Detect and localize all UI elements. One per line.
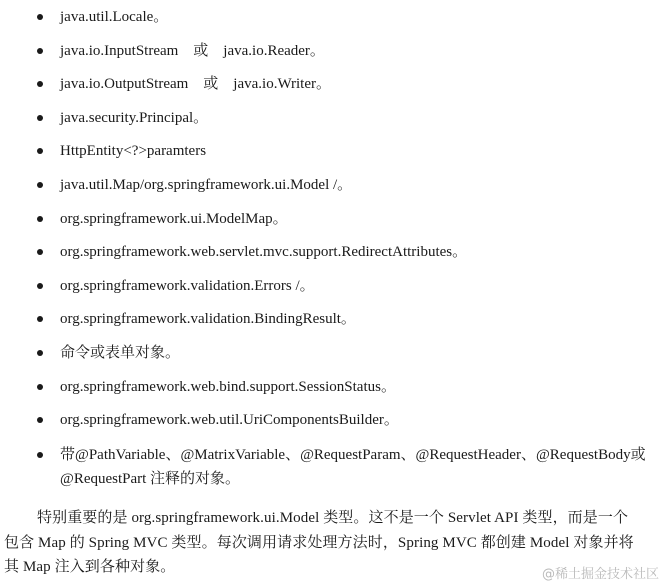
list-item-text: java.util.Locale。 xyxy=(60,9,169,25)
bullet-icon xyxy=(37,283,43,289)
list-item-text: org.springframework.ui.ModelMap。 xyxy=(60,210,288,227)
list-item xyxy=(0,241,667,275)
bullet-icon xyxy=(37,417,43,423)
list-item xyxy=(0,174,667,208)
list-item-text: org.springframework.web.bind.support.SessionStatus。 xyxy=(60,378,396,395)
list-item-text: java.security.Principal。 xyxy=(60,109,209,126)
list-item-text: org.springframework.web.servlet.mvc.support.RedirectAttributes。 xyxy=(60,244,468,261)
list-item xyxy=(0,40,667,74)
list-item-text: org.springframework.validation.BindingResult。 xyxy=(60,311,356,328)
list-item-text: org.springframework.validation.Errors /。 xyxy=(60,277,315,294)
bullet-icon xyxy=(37,148,43,154)
list-item xyxy=(0,275,667,309)
bullet-icon xyxy=(37,316,43,322)
bullet-icon xyxy=(37,384,43,390)
list-item-text: HttpEntity<?>paramters xyxy=(60,143,207,160)
list-item xyxy=(0,73,667,107)
bullet-icon xyxy=(37,216,43,222)
bullet-icon xyxy=(37,48,43,54)
bullet-icon xyxy=(37,350,43,356)
list-item xyxy=(0,6,667,40)
bullet-icon xyxy=(37,452,43,458)
list-item xyxy=(0,107,667,141)
argument-type-list xyxy=(0,6,667,491)
list-item xyxy=(0,409,667,443)
list-item-text: java.io.OutputStream 或 java.io.Writer。 xyxy=(60,76,331,93)
bullet-icon xyxy=(37,115,43,121)
body-paragraph: 特别重要的是 org.springframework.ui.Model 类型。这不是一个 Servlet API 类型，而是一个包含 Map 的 Spring MVC 类型。每次调用请求处理方法时，Spring MVC 都创建 Model 对象并将其 Map 注入到各种对象。 xyxy=(4,510,634,575)
bullet-icon xyxy=(37,14,43,20)
list-item-text: 命令或表单对象。 xyxy=(60,344,181,361)
list-item-text: java.util.Map/org.springframework.ui.Model /。 xyxy=(60,176,353,193)
list-item-text: 带@PathVariable、@MatrixVariable、@RequestParam、@RequestHeader、@RequestBody或@RequestPart 注释的对象。 xyxy=(60,446,646,487)
watermark: @稀土掘金技术社区 xyxy=(541,567,659,582)
bullet-icon xyxy=(37,81,43,87)
bullet-icon xyxy=(37,249,43,255)
list-item xyxy=(0,443,650,491)
list-item xyxy=(0,342,667,376)
bullet-icon xyxy=(37,182,43,188)
list-item xyxy=(0,140,667,174)
list-item-text: java.io.InputStream 或 java.io.Reader。 xyxy=(60,42,325,59)
list-item xyxy=(0,308,667,342)
list-item xyxy=(0,208,667,242)
list-item-text: org.springframework.web.util.UriComponentsBuilder。 xyxy=(60,412,399,429)
list-item xyxy=(0,376,667,410)
